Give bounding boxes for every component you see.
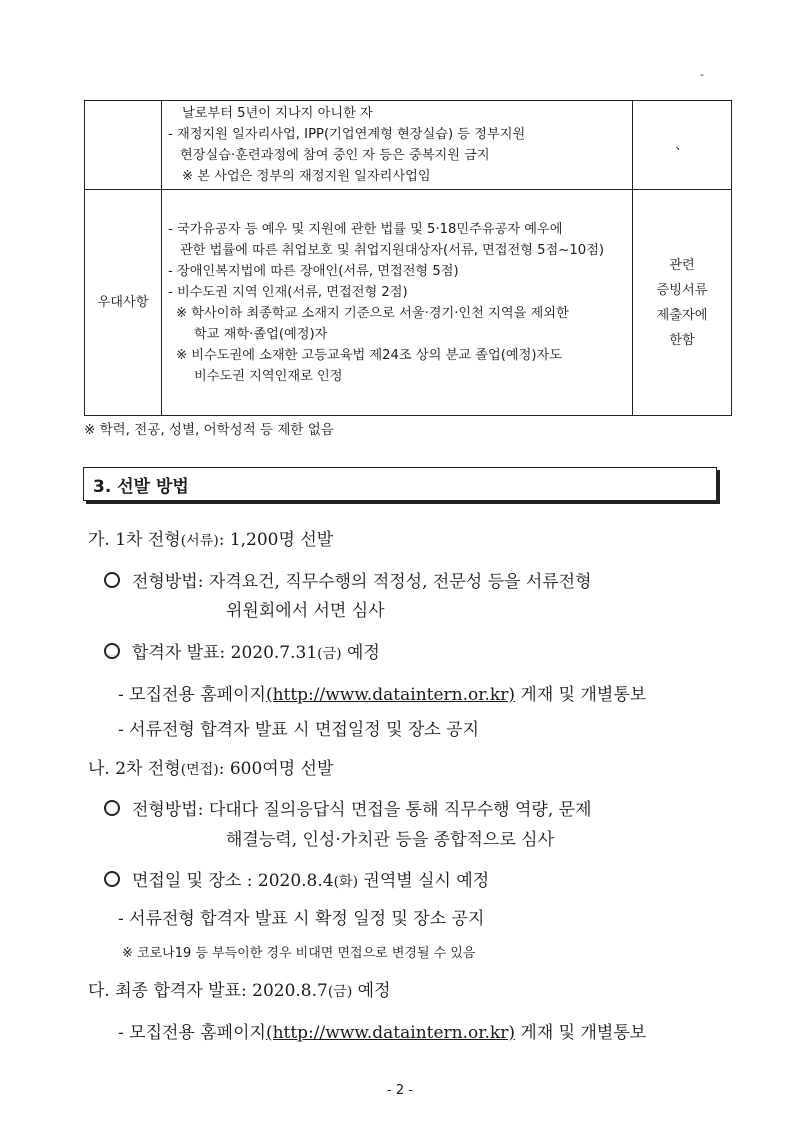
stage2-method-text: 전형방법: 다대다 질의응답식 면접을 통해 직무수행 역량, 문제 [132,800,592,820]
stage3-sub1-tail: 게재 및 개별통보 [515,1023,647,1043]
row-note: 、 [633,101,732,190]
note-line: 제출자에 [656,307,708,323]
stage1-heading-tail: : 1,200명 선발 [218,530,334,550]
content-line: 날로부터 5년이 지나지 아니한 자 [182,106,373,121]
stage3-sub1-text: - 모집전용 홈페이지 [118,1023,266,1043]
stage1-announce-tail: 예정 [341,643,380,663]
stage1-sub1-text: - 모집전용 홈페이지 [118,685,266,705]
stage2-method-cont: 해결능력, 인성·가치관 등을 종합적으로 심사 [226,830,555,850]
stage1-announce-tag: (금) [317,646,342,662]
note-line: 증빙서류 [656,282,708,298]
stage2-heading-tail: : 600여명 선발 [218,759,334,779]
section-header-box [83,467,717,501]
stage2-date-text: 면접일 및 장소 : 2020.8.4 [132,871,334,891]
stage1-heading-text: 가. 1차 전형 [88,530,181,550]
content-line: 학교 재학·졸업(예정)자 [194,326,328,342]
row-content [162,190,633,416]
stage3-heading-tail: 예정 [352,981,391,1001]
stage3-sub1 [118,1018,646,1043]
stage1-sub2: - 서류전형 합격자 발표 시 면접일정 및 장소 공지 [118,720,479,740]
page-corner-mark: - [700,68,704,81]
stage1-announce-text: 합격자 발표: 2020.7.31 [132,643,318,663]
content-line: 현장실습·훈련과정에 참여 중인 자 등은 중복지원 금지 [180,148,490,163]
stage2-heading-tag: (면접) [180,762,219,778]
note-line: 관련 [669,257,695,273]
row-label: 우대사항 [85,190,162,416]
restriction-note: ※ 학력, 전공, 성별, 어학성적 등 제한 없음 [84,422,334,438]
stage2-sub1: - 서류전형 합격자 발표 시 확정 일정 및 장소 공지 [118,909,485,929]
note-line: 한함 [669,332,695,348]
content-line: - 장애인복지법에 따른 장애인(서류, 면접전형 5점) [168,263,459,279]
stage2-heading [88,754,333,779]
circle-bullet-icon [104,800,120,816]
section-title: 3. 선발 방법 [93,477,189,497]
stage3-heading-text: 다. 최종 합격자 발표: 2020.8.7 [88,981,328,1001]
row-note [633,190,732,416]
stage3-heading [88,976,391,1001]
content-line: ※ 비수도권에 소재한 고등교육법 제24조 상의 분교 졸업(예정)자도 [176,347,562,363]
stage1-heading-tag: (서류) [180,533,219,549]
row-label-empty [85,101,162,190]
stage2-date-tail: 권역별 실시 예정 [358,871,490,891]
homepage-link[interactable]: (http://www.dataintern.or.kr) [265,1023,515,1043]
table-row [85,101,732,190]
stage1-heading [88,525,333,550]
stage2-method [104,795,592,820]
stage1-method-cont: 위원회에서 서면 심사 [226,601,385,621]
stage1-sub1-tail: 게재 및 개별통보 [515,685,647,705]
content-line: - 재정지원 일자리사업, IPP(기업연계형 현장실습) 등 정부지원 [168,127,526,142]
eligibility-table [84,100,732,416]
stage2-note: ※ 코로나19 등 부득이한 경우 비대면 면접으로 변경될 수 있음 [122,946,476,961]
circle-bullet-icon [104,572,120,588]
content-line: - 비수도권 지역 인재(서류, 면접전형 2점) [168,284,408,300]
page-number: - 2 - [387,1083,413,1098]
stage1-announce [104,638,380,663]
content-line: 비수도권 지역인재로 인정 [194,368,343,384]
stage3-heading-tag: (금) [327,984,353,1000]
content-line: - 국가유공자 등 예우 및 지원에 관한 법률 및 5·18민주유공자 예우에 [168,221,563,237]
stage1-method-text: 전형방법: 자격요건, 직무수행의 적정성, 전문성 등을 서류전형 [132,572,592,592]
circle-bullet-icon [104,643,120,659]
stage2-date-tag: (화) [333,874,359,890]
stage1-method [104,567,592,592]
content-line: ※ 본 사업은 정부의 재정지원 일자리사업임 [182,169,431,184]
content-line: ※ 학사이하 최종학교 소재지 기준으로 서울·경기·인천 지역을 제외한 [176,305,569,321]
stage1-sub1 [118,680,646,705]
row-content [162,101,633,190]
stage2-heading-text: 나. 2차 전형 [88,759,181,779]
homepage-link[interactable]: (http://www.dataintern.or.kr) [265,685,515,705]
circle-bullet-icon [104,871,120,887]
table-row [85,190,732,416]
content-line: 관한 법률에 따른 취업보호 및 취업지원대상자(서류, 면접전형 5점~10점) [180,242,604,258]
stage2-date [104,866,489,891]
